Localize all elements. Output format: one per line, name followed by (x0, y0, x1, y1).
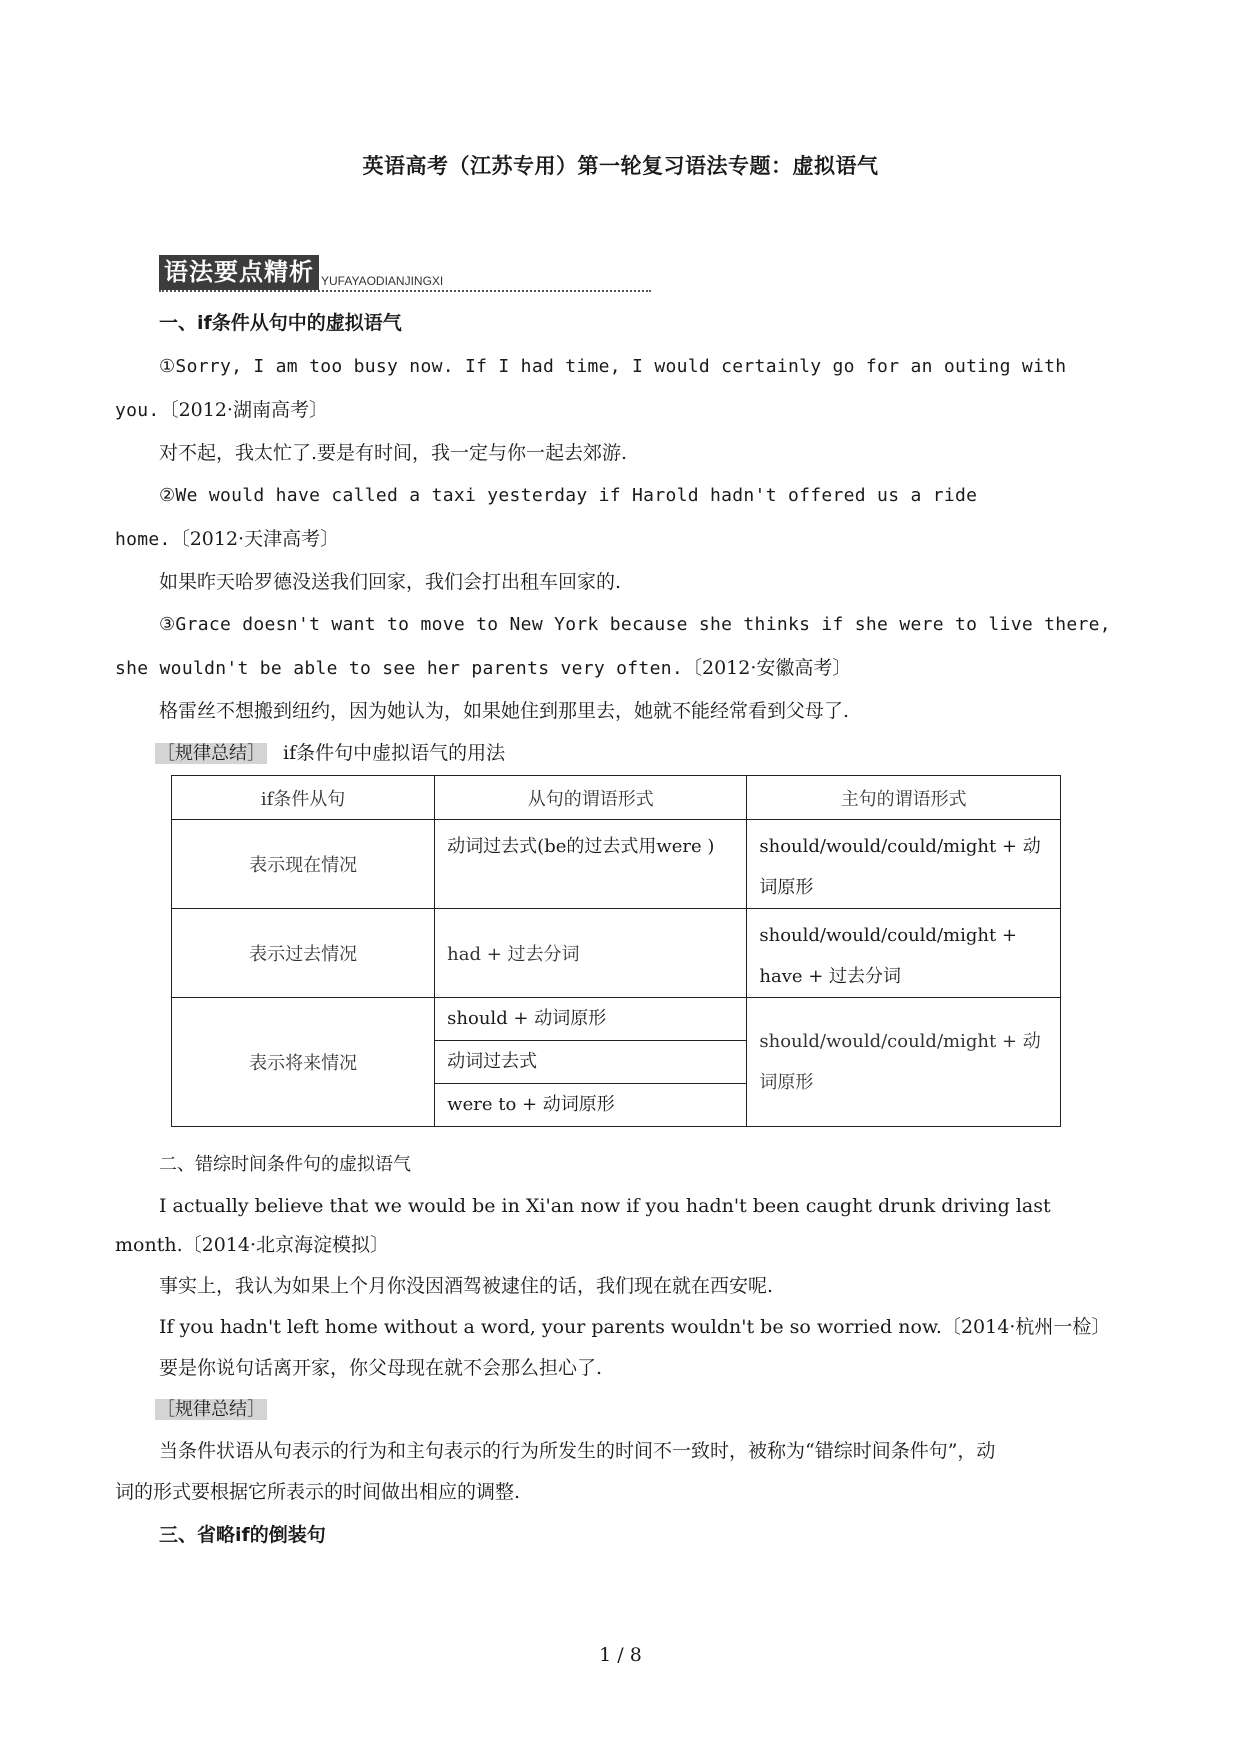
if-clause-table (171, 775, 1061, 1127)
table-header: 主句的谓语形式 (747, 776, 1061, 820)
table-subcell: should + 动词原形 (435, 998, 746, 1041)
table-row (172, 998, 1061, 1127)
table-cell-case: 表示现在情况 (172, 820, 435, 909)
s1-example3-line2: she wouldn't be able to see her parents very often.〔2012·安徽高考〕 (115, 657, 852, 679)
table-cell-clause: had + 过去分词 (435, 909, 747, 998)
page-number: 1 / 8 (599, 1644, 642, 1666)
table-header: if条件从句 (172, 776, 435, 820)
s1-example1-source: 〔2012·湖南高考〕 (159, 399, 328, 421)
section1-heading: 一、if条件从句中的虚拟语气 (159, 312, 402, 334)
s2-rule-line1: 当条件状语从句表示的行为和主句表示的行为所发生的时间不一致时，被称为“错综时间条件句”，动 (159, 1440, 996, 1462)
s1-example2-source: 〔2012·天津高考〕 (170, 528, 340, 550)
rule-tag: ［规律总结］ (157, 743, 265, 764)
table-cell-clause: 动词过去式(be的过去式用were ) (435, 820, 747, 909)
table-row (172, 820, 1061, 909)
banner-dotted-rule (159, 290, 651, 292)
table-cell-main: should/would/could/might + 动词原形 (747, 820, 1061, 909)
s2-example1-line2: month.〔2014·北京海淀模拟〕 (115, 1234, 390, 1256)
table-subcell: 动词过去式 (435, 1041, 746, 1084)
table-row (172, 909, 1061, 998)
table-cell-clause-group (435, 998, 747, 1127)
rule-title: if条件句中虚拟语气的用法 (283, 742, 506, 764)
table-cell-main: should/would/could/might + have + 过去分词 (747, 909, 1061, 998)
table-header: 从句的谓语形式 (435, 776, 747, 820)
document-title: 英语高考（江苏专用）第一轮复习语法专题：虚拟语气 (362, 154, 879, 178)
s1-example2-line1: ②We would have called a taxi yesterday if Harold hadn't offered us a ride (159, 485, 978, 506)
s1-rule-summary (155, 740, 505, 767)
s2-rule-line2: 词的形式要根据它所表示的时间做出相应的调整. (115, 1481, 521, 1503)
s2-example1-line1: I actually believe that we would be in Xi'an now if you hadn't been caught drunk driving last (159, 1195, 1051, 1217)
table-subcell: were to + 动词原形 (447, 1094, 615, 1115)
s1-example1-line2: you.〔2012·湖南高考〕 (115, 399, 328, 421)
section2-heading: 二、错综时间条件句的虚拟语气 (159, 1154, 411, 1175)
s1-example3-source: 〔2012·安徽高考〕 (682, 657, 852, 679)
table-cell-case: 表示将来情况 (172, 998, 435, 1127)
table-header-row (172, 776, 1061, 820)
s1-example3-translation: 格雷丝不想搬到纽约，因为她认为，如果她住到那里去，她就不能经常看到父母了. (159, 700, 850, 722)
s2-example1-source: 〔2014·北京海淀模拟〕 (182, 1234, 390, 1256)
table-cell-main: should/would/could/might + 动词原形 (747, 998, 1061, 1127)
s1-example1-line1: ①Sorry, I am too busy now. If I had time, I would certainly go for an outing with (159, 356, 1067, 377)
banner-label: 语法要点精析 (159, 255, 319, 290)
s1-example3-line1: ③Grace doesn't want to move to New York because she thinks if she were to live there, (159, 614, 1111, 635)
table-cell-case: 表示过去情况 (172, 909, 435, 998)
s1-example2-translation: 如果昨天哈罗德没送我们回家，我们会打出租车回家的. (159, 571, 622, 593)
s2-example2-line1: If you hadn't left home without a word, your parents wouldn't be so worried now.〔2014·杭州一检〕 (159, 1316, 1111, 1338)
s2-rule-summary (155, 1396, 267, 1423)
banner-pinyin: YUFAYAODIANJINGXI (321, 274, 444, 288)
s2-example1-translation: 事实上，我认为如果上个月你没因酒驾被逮住的话，我们现在就在西安呢. (159, 1275, 774, 1297)
s2-example2-translation: 要是你说句话离开家，你父母现在就不会那么担心了. (159, 1357, 603, 1379)
s1-example2-line2: home.〔2012·天津高考〕 (115, 528, 340, 550)
section3-heading: 三、省略if的倒装句 (159, 1524, 326, 1546)
section-banner (159, 254, 443, 290)
s1-example1-translation: 对不起，我太忙了.要是有时间，我一定与你一起去郊游. (159, 442, 628, 464)
rule-tag: ［规律总结］ (157, 1399, 265, 1420)
s2-example2-source: 〔2014·杭州一检〕 (941, 1316, 1111, 1338)
